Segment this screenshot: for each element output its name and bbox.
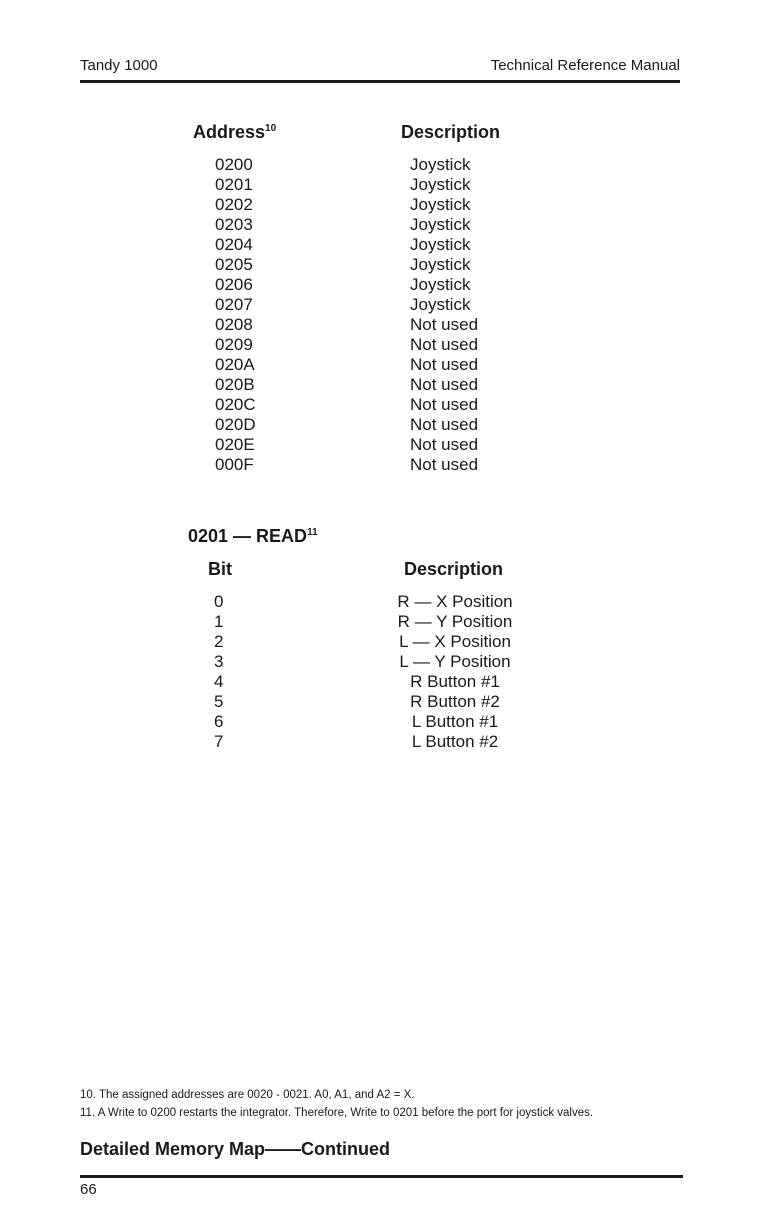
bit-cell: 7 — [214, 732, 224, 751]
description-cell: Not used — [410, 395, 479, 414]
address-cell: 020A — [215, 355, 255, 374]
address-cell: 0206 — [215, 275, 253, 294]
bit-description-cell: L Button #2 — [411, 732, 499, 751]
bit-description-column-header: Description — [404, 559, 504, 579]
footnote-11: 11. A Write to 0200 restarts the integrator. Therefore, Write to 0201 before the port for joystick valves. — [80, 1107, 594, 1119]
description-cell: Joystick — [410, 275, 471, 294]
address-cell: 0201 — [215, 175, 253, 194]
description-cell: Joystick — [410, 235, 471, 254]
footnote-ref-10: 10 — [265, 123, 277, 134]
address-cell: 020B — [215, 375, 255, 394]
description-cell: Joystick — [410, 255, 471, 274]
page-number: 66 — [80, 1181, 97, 1198]
footnotes — [80, 1086, 593, 1122]
description-cell: Not used — [410, 355, 479, 374]
description-cell: Not used — [410, 435, 479, 454]
description-cell: Not used — [410, 455, 479, 474]
address-cell: 0207 — [215, 295, 253, 314]
address-cell: 0209 — [215, 335, 253, 354]
bit-cell: 1 — [214, 612, 224, 631]
address-cell: 020E — [215, 435, 255, 454]
bit-description-cell: R — Y Position — [397, 612, 513, 631]
address-cell: 0204 — [215, 235, 253, 254]
description-cell: Not used — [410, 315, 479, 334]
description-cell: Not used — [410, 415, 479, 434]
address-cell: 020D — [215, 415, 256, 434]
running-header-left: Tandy 1000 — [80, 57, 158, 74]
bit-list — [214, 592, 223, 752]
description-column-header: Description — [401, 122, 501, 142]
bit-description-cell: L — X Position — [399, 632, 511, 651]
description-cell: Joystick — [410, 215, 471, 234]
header-divider — [80, 80, 680, 83]
address-cell: 0205 — [215, 255, 253, 274]
bit-cell: 0 — [214, 592, 224, 611]
bit-description-cell: R — X Position — [397, 592, 513, 611]
continued-section-title: Detailed Memory Map——Continued — [80, 1139, 391, 1159]
footer-divider — [80, 1175, 683, 1178]
bit-description-list — [380, 592, 530, 752]
bit-cell: 4 — [214, 672, 224, 691]
address-list — [215, 155, 256, 475]
address-description-list — [410, 155, 478, 475]
address-cell: 020C — [215, 395, 256, 414]
footnote-10: 10. The assigned addresses are 0020 - 0021. A0, A1, and A2 = X. — [80, 1089, 415, 1101]
bit-cell: 5 — [214, 692, 224, 711]
bit-description-cell: R Button #1 — [410, 672, 500, 691]
description-cell: Not used — [410, 375, 479, 394]
description-cell: Joystick — [410, 155, 471, 174]
running-header-right: Technical Reference Manual — [490, 57, 680, 74]
bit-description-cell: L — Y Position — [399, 652, 511, 671]
bit-cell: 6 — [214, 712, 224, 731]
address-cell: 0202 — [215, 195, 253, 214]
address-cell: 0208 — [215, 315, 253, 334]
address-cell: 0203 — [215, 215, 253, 234]
bit-column-header: Bit — [208, 559, 232, 579]
bit-cell: 3 — [214, 652, 224, 671]
address-cell: 0200 — [215, 155, 253, 174]
read-section-title: 0201 — READ$^{11}$ — [188, 526, 318, 546]
description-cell: Joystick — [410, 175, 471, 194]
footnote-ref-11: 11 — [307, 527, 318, 538]
bit-description-cell: L Button #1 — [411, 712, 499, 731]
description-cell: Joystick — [410, 295, 471, 314]
address-column-header: Address$^{10}$ — [193, 122, 277, 142]
description-cell: Not used — [410, 335, 479, 354]
bit-cell: 2 — [214, 632, 224, 651]
bit-description-cell: R Button #2 — [410, 692, 500, 711]
description-cell: Joystick — [410, 195, 471, 214]
address-cell: 000F — [215, 455, 254, 474]
